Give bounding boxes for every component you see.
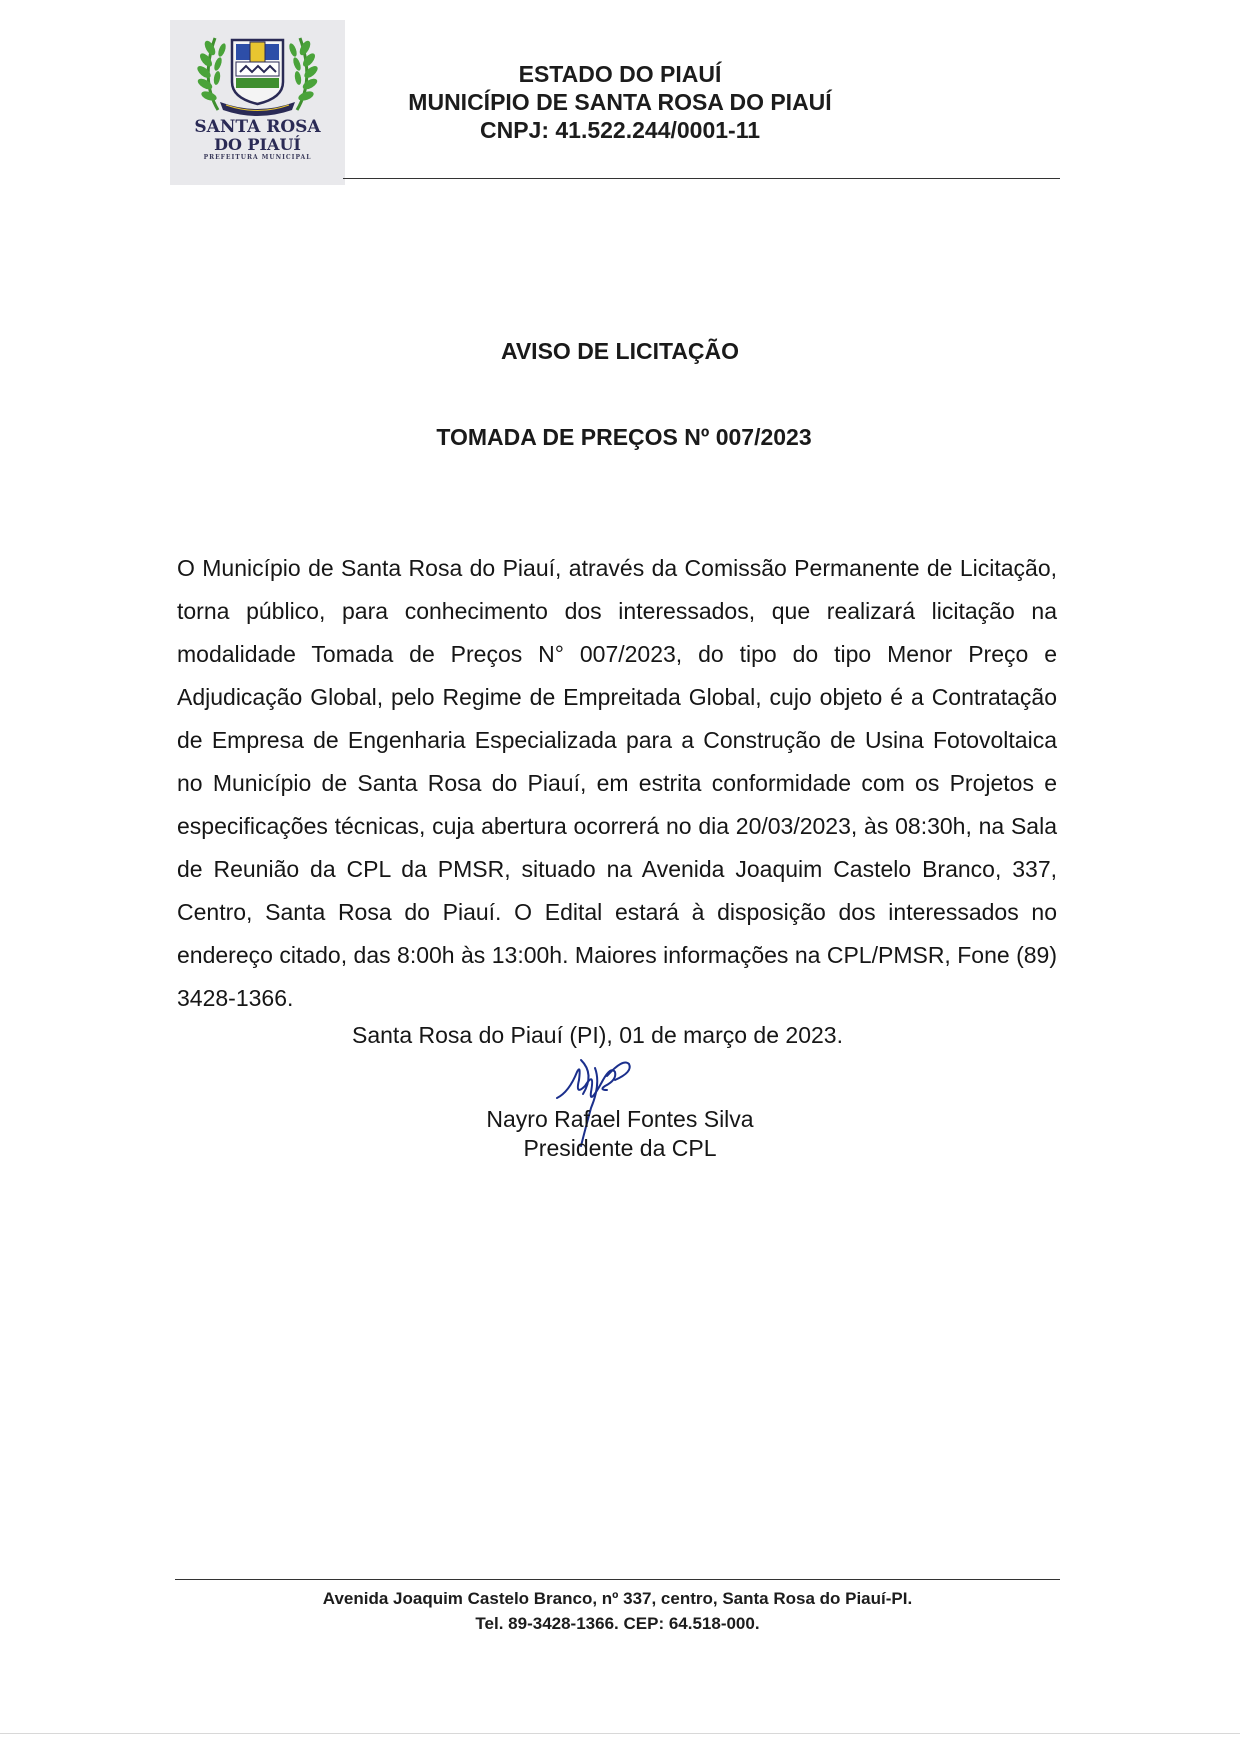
place-and-date: Santa Rosa do Piauí (PI), 01 de março de 2023. [352,1022,843,1048]
municipal-logo [170,20,345,185]
footer-address: Avenida Joaquim Castelo Branco, nº 337, centro, Santa Rosa do Piauí-PI. [322,1589,913,1608]
header-state: ESTADO DO PIAUÍ [518,61,722,87]
logo-text-do-piaui: DO PIAUÍ [214,135,301,154]
footer [175,1586,1060,1636]
scan-edge-line [0,1733,1240,1734]
coat-of-arms-emblem [170,20,345,120]
logo-text-prefeitura: PREFEITURA MUNICIPAL [203,154,312,161]
logo-text-santa-rosa: SANTA ROSA [194,117,321,137]
signer-role: Presidente da CPL [523,1135,717,1161]
header-divider [343,178,1060,179]
header-municipality: MUNICÍPIO DE SANTA ROSA DO PIAUÍ [408,89,832,115]
signer-name: Nayro Rafael Fontes Silva [486,1106,754,1132]
document-subtitle: TOMADA DE PREÇOS Nº 007/2023 [436,424,812,450]
signature-block [420,1105,820,1163]
footer-contact: Tel. 89-3428-1366. CEP: 64.518-000. [475,1614,760,1633]
notice-body: O Município de Santa Rosa do Piauí, através da Comissão Permanente de Licitação, torna público, para conhecimento dos interessados, que realizará licitação na modalidade Tomada de Preços N° 007/2023, do tipo do tipo Menor Preço e Adjudicação Global, pelo Regime de Empreitada Global, cujo objeto é a Contratação de Empresa de Engenharia Especializada para a Construção de Usina Fotovoltaica no Município de Santa Rosa do Piauí, em estrita conformidade com os Projetos e especificações técnicas, cuja abertura ocorrerá no dia 20/03/2023, às 08:30h, na Sala de Reunião da CPL da PMSR, situado na Avenida Joaquim Castelo Branco, 337, Centro, Santa Rosa do Piauí. O Edital estará à disposição dos interessados no endereço citado, das 8:00h às 13:00h. Maiores informações na CPL/PMSR, Fone (89) 3428-1366. [177,555,1057,1011]
document-title: AVISO DE LICITAÇÃO [500,338,740,364]
letterhead [360,60,880,144]
header-cnpj: CNPJ: 41.522.244/0001-11 [479,117,761,143]
footer-divider [175,1579,1060,1580]
